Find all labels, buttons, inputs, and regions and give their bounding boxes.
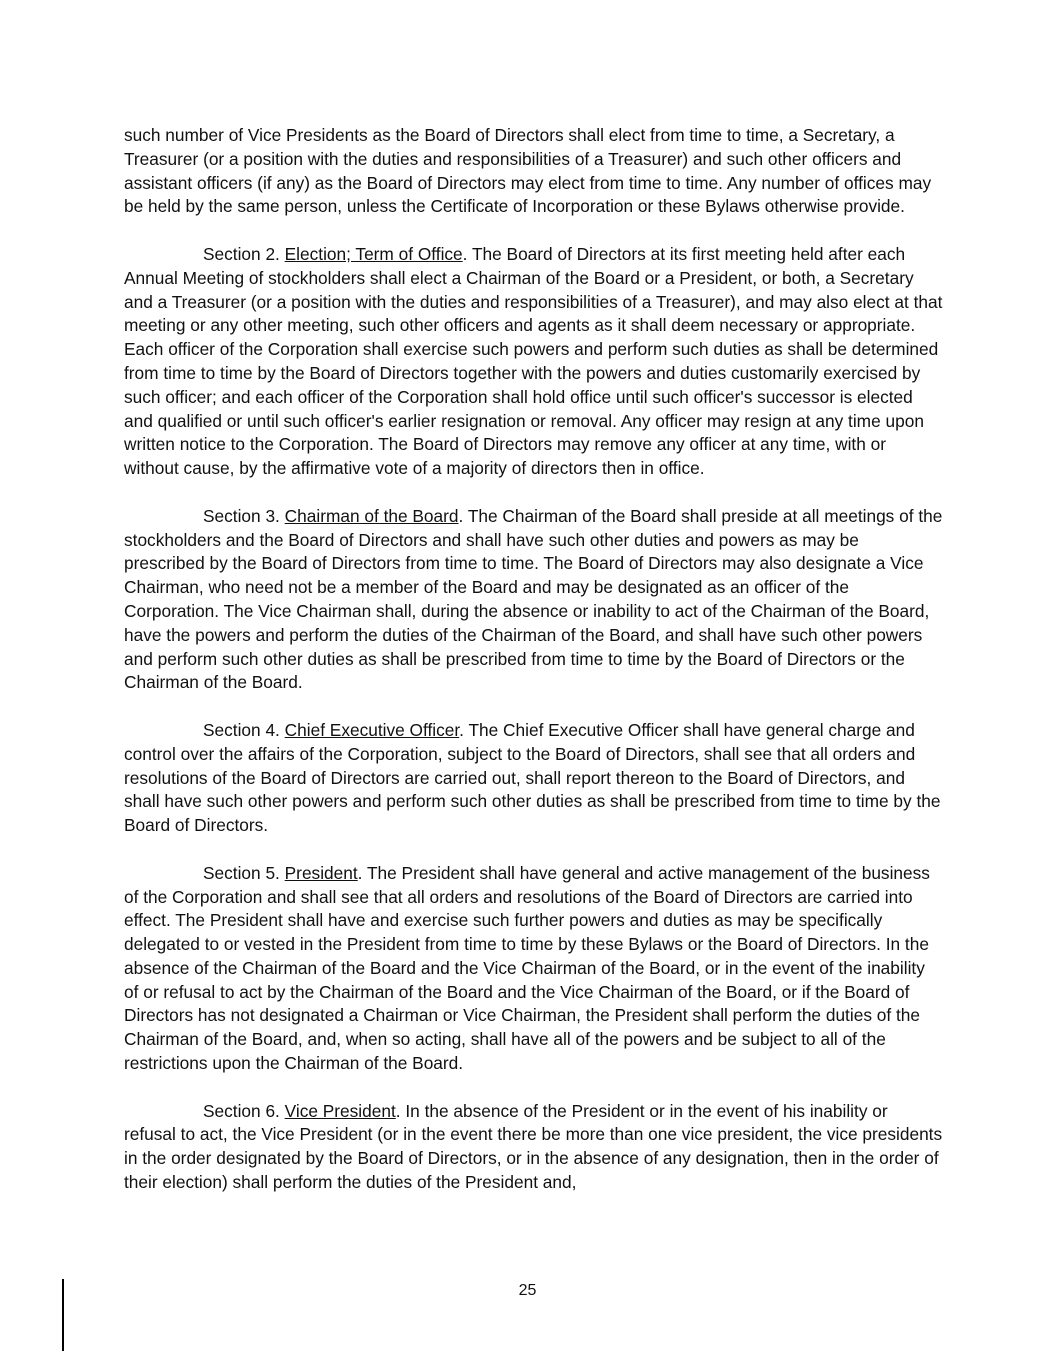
paragraph-text: . The Chief Executive Officer shall have general charge and control over the affairs of the Corporation, subject to the Board of Directors, shall see that all orders and resolutions of the Board of Directors are carried out, shall report thereon to the Board of Directors, and shall have such other powers and perform such other duties as shall be prescribed from time to time by the Board of Directors. — [124, 719, 941, 836]
section-label: Section 5. — [203, 862, 285, 883]
section-heading: Chief Executive Officer — [284, 719, 460, 740]
paragraph-officers-continuation — [124, 124, 944, 219]
paragraph-section-6 — [124, 1100, 944, 1195]
section-label: Section 4. — [203, 719, 285, 740]
paragraph-section-2 — [124, 243, 944, 481]
body-text — [124, 124, 944, 1219]
paragraph-text: . In the absence of the President or in the event of his inability or refusal to act, the Vice President (or in the event there be more than one vice president, the vice presidents in the order designated by the Board of Directors, or in the absence of any designation, then in the order of their election) shall perform the duties of the President and, — [124, 1100, 943, 1193]
paragraph-section-3 — [124, 505, 944, 695]
page-number: 25 — [518, 1282, 537, 1299]
margin-rule — [62, 1279, 64, 1351]
paragraph-text: such number of Vice Presidents as the Board of Directors shall elect from time to time, a Secretary, a Treasurer (or a position with the duties and responsibilities of a Treasurer) and such other officers and assistant officers (if any) as the Board of Directors may elect from time to time. Any number of offices may be held by the same person, unless the Certificate of Incorporation or these Bylaws otherwise provide. — [124, 125, 932, 217]
section-heading: Vice President — [284, 1100, 396, 1121]
paragraph-text: . The Board of Directors at its first meeting held after each Annual Meeting of stockholders shall elect a Chairman of the Board or a President, or both, a Secretary and a Treasurer (or a position with the duties and responsibilities of a Treasurer), and may also elect at that meeting or any other meeting, such other officers and agents as it shall deem necessary or appropriate. Each officer of the Corporation shall exercise such powers and perform such duties as shall be determined from time to time by the Board of Directors together with the powers and duties customarily exercised by such officer; and each officer of the Corporation shall hold office until such officer's successor is elected and qualified or until such officer's earlier resignation or removal. Any officer may resign at any time upon written notice to the Corporation. The Board of Directors may remove any officer at any time, with or without cause, by the affirmative vote of a majority of directors then in office. — [124, 243, 943, 479]
section-heading: Chairman of the Board — [284, 505, 459, 526]
section-label: Section 2. — [203, 243, 285, 264]
section-label: Section 6. — [203, 1100, 285, 1121]
paragraph-section-4 — [124, 719, 944, 838]
section-heading: Election; Term of Office — [284, 243, 463, 264]
paragraph-section-5 — [124, 862, 944, 1076]
paragraph-text: . The Chairman of the Board shall preside at all meetings of the stockholders and the Board of Directors and shall have such other duties and powers as may be prescribed by the Board of Directors from time to time. The Board of Directors may also designate a Vice Chairman, who need not be a member of the Board and may be designated as an officer of the Corporation. The Vice Chairman shall, during the absence or inability to act of the Chairman of the Board, have the powers and perform the duties of the Chairman of the Board, and shall have such other powers and perform such other duties as shall be prescribed from time to time by the Board of Directors or the Chairman of the Board. — [124, 505, 943, 693]
section-label: Section 3. — [203, 505, 285, 526]
paragraph-text: . The President shall have general and active management of the business of the Corporation and shall see that all orders and resolutions of the Board of Directors are carried into effect. The President shall have and exercise such further powers and duties as may be specifically delegated to or vested in the President from time to time by these Bylaws or the Board of Directors. In the absence of the Chairman of the Board and the Vice Chairman of the Board, or in the event of the inability of or refusal to act by the Chairman of the Board and the Vice Chairman of the Board, or if the Board of Directors has not designated a Chairman or Vice Chairman, the President shall perform the duties of the Chairman of the Board, and, when so acting, shall have all of the powers and be subject to all of the restrictions upon the Chairman of the Board. — [124, 862, 930, 1074]
section-heading: President — [284, 862, 358, 883]
